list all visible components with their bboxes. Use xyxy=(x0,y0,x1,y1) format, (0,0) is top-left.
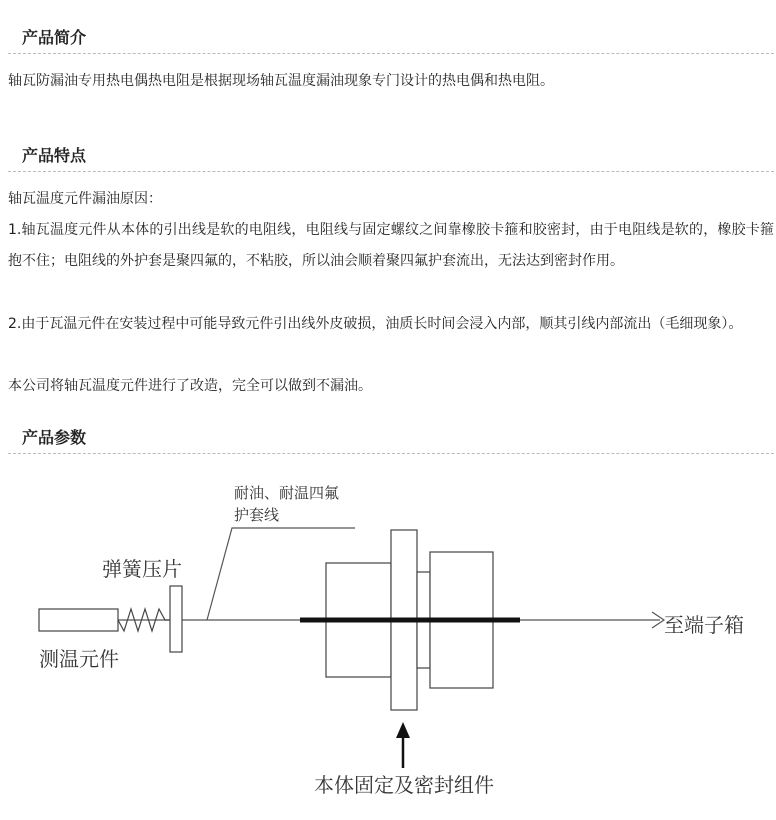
label-body: 本体固定及密封组件 xyxy=(314,773,494,797)
label-wire-line1: 耐油、耐温四氟 xyxy=(234,484,340,502)
spring-plate xyxy=(170,586,182,652)
features-cause-1: 1.轴瓦温度元件从本体的引出线是软的电阻线，电阻线与固定螺纹之间靠橡胶卡箍和胶密封，由于电阻线是软的，橡胶卡箍抱不住；电阻线的外护套是聚四氟的，不粘胶，所以油会顺着聚四氟护套流出，无法达到密封作用。 xyxy=(8,222,774,269)
up-arrow-icon xyxy=(396,722,410,738)
section-title-intro: 产品简介 xyxy=(22,28,87,47)
intro-text: 轴瓦防漏油专用热电偶热电阻是根据现场轴瓦温度漏油现象专门设计的热电偶和热电阻。 xyxy=(8,73,554,89)
section-header-intro xyxy=(8,20,774,54)
sensor-element xyxy=(39,609,118,631)
label-wire-line2: 护套线 xyxy=(234,506,280,524)
label-spring: 弹簧压片 xyxy=(102,557,182,581)
features-cause-heading: 轴瓦温度元件漏油原因： xyxy=(8,191,162,207)
features-cause-2: 2.由于瓦温元件在安装过程中可能导致元件引出线外皮破损，油质长时间会浸入内部，顺其引线内部流出（毛细现象）。 xyxy=(8,316,743,332)
product-structure-diagram xyxy=(0,460,776,820)
section-title-params: 产品参数 xyxy=(22,428,87,447)
label-terminal: 至端子箱 xyxy=(664,613,744,637)
section-title-features: 产品特点 xyxy=(22,146,87,165)
section-header-params xyxy=(8,420,774,454)
features-conclusion: 本公司将轴瓦温度元件进行了改造，完全可以做到不漏油。 xyxy=(8,378,372,394)
label-sensor: 测温元件 xyxy=(39,647,119,671)
section-header-features xyxy=(8,138,774,172)
